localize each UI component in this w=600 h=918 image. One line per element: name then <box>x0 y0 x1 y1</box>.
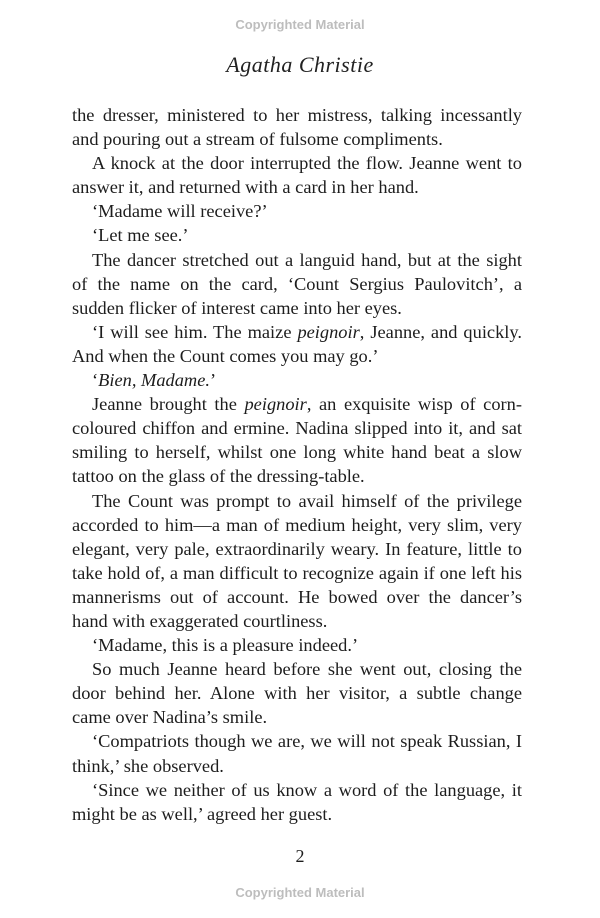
paragraph: the dresser, ministered to her mistress, talking incessantly and pouring out a stream of fulsome compliments. <box>72 105 522 150</box>
paragraph <box>72 368 522 392</box>
page-number: 2 <box>295 846 305 866</box>
text-run: ’ <box>209 370 217 391</box>
text-run: Jeanne brought the <box>92 394 245 415</box>
copyright-watermark-top: Copyrighted Material <box>235 17 365 32</box>
italic-text: peignoir <box>297 321 360 342</box>
author-logo: Agatha Christie <box>226 52 374 77</box>
paragraph: ‘Madame will receive?’ <box>92 201 268 222</box>
copyright-watermark-bottom: Copyrighted Material <box>235 885 365 900</box>
text-run: ‘ <box>92 370 99 391</box>
paragraph <box>72 320 522 368</box>
paragraph <box>72 392 522 488</box>
text-run: , an exquisite wisp of corn-coloured chiffon and ermine. Nadina slipped into it, and sat smiling to herself, whilst one long white hand beat a slow tattoo on the glass of the dressing-table. <box>72 394 522 487</box>
paragraph: So much Jeanne heard before she went out, closing the door behind her. Alone with her visitor, a subtle change came over Nadina’s smile. <box>72 659 522 728</box>
paragraph: ‘Since we neither of us know a word of the language, it might be as well,’ agreed her guest. <box>72 779 522 824</box>
italic-text: peignoir <box>244 394 307 415</box>
paragraph: ‘Let me see.’ <box>92 225 189 246</box>
paragraph: ‘Compatriots though we are, we will not speak Russian, I think,’ she observed. <box>72 731 522 776</box>
paragraph: The Count was prompt to avail himself of the privilege accorded to him—a man of medium height, very slim, very elegant, very pale, extraordinarily weary. In feature, little to take hold of, a man difficult to recognize again if one left his mannerisms out of account. He bowed over the dancer’s hand with exaggerated courtliness. <box>72 490 522 631</box>
text-run: ‘I will see him. The maize <box>92 321 298 342</box>
body-text <box>72 103 522 826</box>
paragraph: A knock at the door interrupted the flow. Jeanne went to answer it, and returned with a card in her hand. <box>72 153 522 198</box>
text-run: , Jeanne, and quickly. And when the Count comes you may go.’ <box>72 321 522 366</box>
paragraph: The dancer stretched out a languid hand, but at the sight of the name on the card, ‘Count Sergius Paulovitch’, a sudden flicker of interest came into her eyes. <box>72 249 522 318</box>
italic-text: Bien, Madame. <box>98 370 210 391</box>
paragraph: ‘Madame, this is a pleasure indeed.’ <box>92 635 359 656</box>
